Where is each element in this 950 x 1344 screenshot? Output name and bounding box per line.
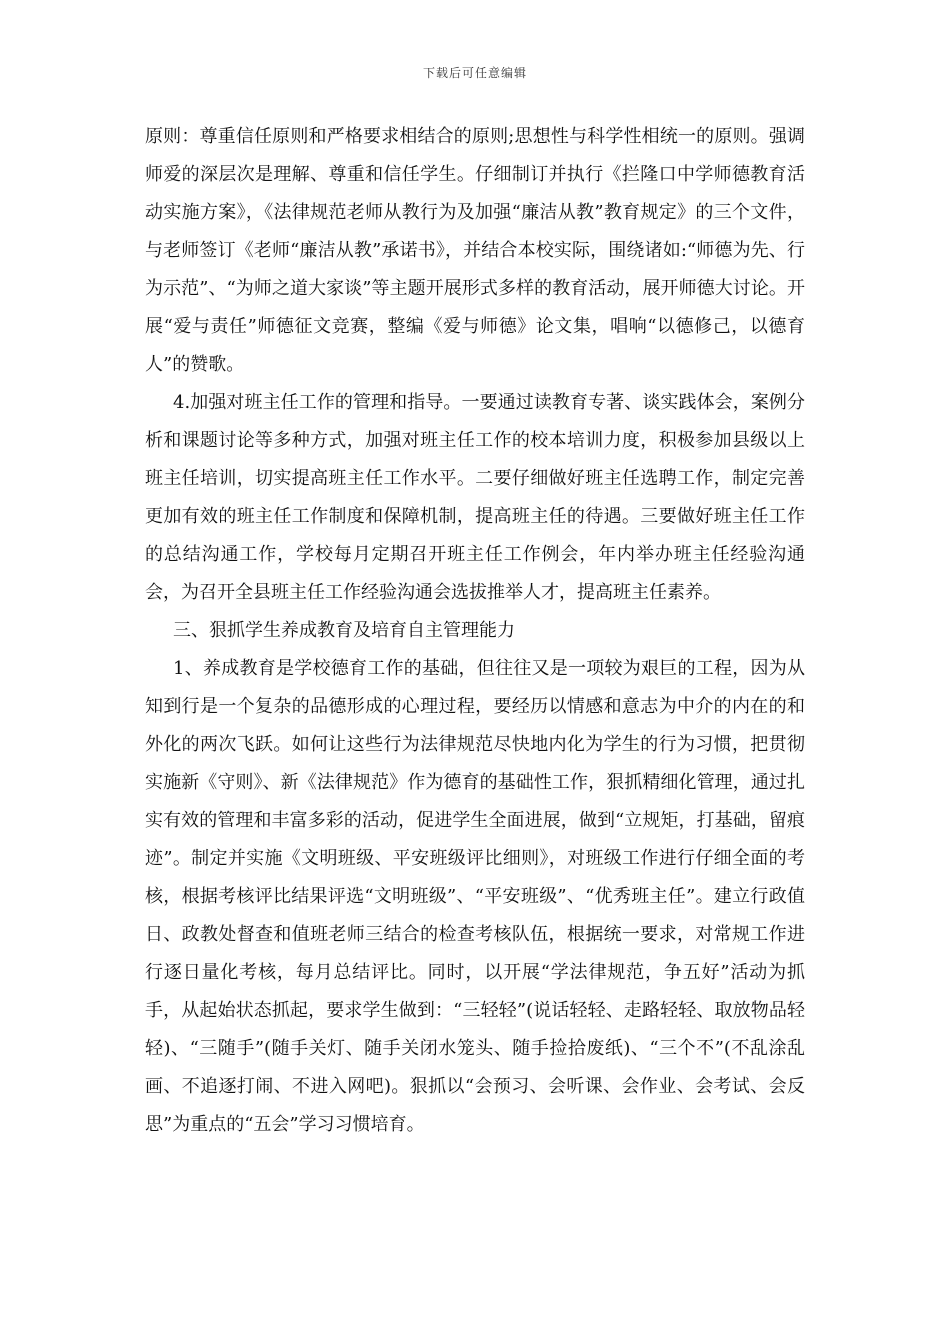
page-header: 下载后可任意编辑 <box>422 66 527 80</box>
document-body <box>145 118 805 1144</box>
paragraph-head-teacher-management: 4.加强对班主任工作的管理和指导。一要通过读教育专著、谈实践体会，案例分析和课题讨论等多种方式，加强对班主任工作的校本培训力度，积极参加县级以上班主任培训，切实提高班主任工作水平。二要仔细做好班主任选聘工作，制定完善更加有效的班主任工作制度和保障机制，提高班主任的待遇。三要做好班主任工作的总结沟通工作，学校每月定期召开班主任工作例会，年内举办班主任经验沟通会，为召开全县班主任工作经验沟通会选拔推举人才，提高班主任素养。 <box>145 392 805 603</box>
paragraph-habit-education: 1、养成教育是学校德育工作的基础，但往往又是一项较为艰巨的工程，因为从知到行是一个复杂的品德形成的心理过程，要经历以情感和意志为中介的内在的和外化的两次飞跃。如何让这些行为法律规范尽快地内化为学生的行为习惯，把贯彻实施新《守则》、新《法律规范》作为德育的基础性工作，狠抓精细化管理，通过扎实有效的管理和丰富多彩的活动，促进学生全面进展，做到“立规矩，打基础，留痕迹”。制定并实施《文明班级、平安班级评比细则》，对班级工作进行仔细全面的考核，根据考核评比结果评选“文明班级”、“平安班级”、“优秀班主任”。建立行政值日、政教处督查和值班老师三结合的检查考核队伍，根据统一要求，对常规工作进行逐日量化考核，每月总结评比。同时，以开展“学法律规范，争五好”活动为抓手，从起始状态抓起，要求学生做到：“三轻轻”(说话轻轻、走路轻轻、取放物品轻轻)、“三随手”(随手关灯、随手关闭水笼头、随手捡拾废纸)、“三个不”(不乱涂乱画、不追逐打闹、不进入网吧)。狠抓以“会预习、会听课、会作业、会考试、会反思”为重点的“五会”学习习惯培育。 <box>145 658 805 1135</box>
section-heading-habit-education: 三、狠抓学生养成教育及培育自主管理能力 <box>173 620 515 641</box>
paragraph-principles: 原则：尊重信任原则和严格要求相结合的原则;思想性与科学性相统一的原则。强调师爱的深层次是理解、尊重和信任学生。仔细制订并执行《拦隆口中学师德教育活动实施方案》，《法律规范老师从教行为及加强“廉洁从教”教育规定》的三个文件，与老师签订《老师“廉洁从教”承诺书》，并结合本校实际，围绕诸如:“师德为先、行为示范”、“为师之道大家谈”等主题开展形式多样的教育活动，展开师德大讨论。开展“爱与责任”师德征文竞赛，整编《爱与师德》论文集，唱响“以德修己，以德育人”的赞歌。 <box>145 126 805 375</box>
